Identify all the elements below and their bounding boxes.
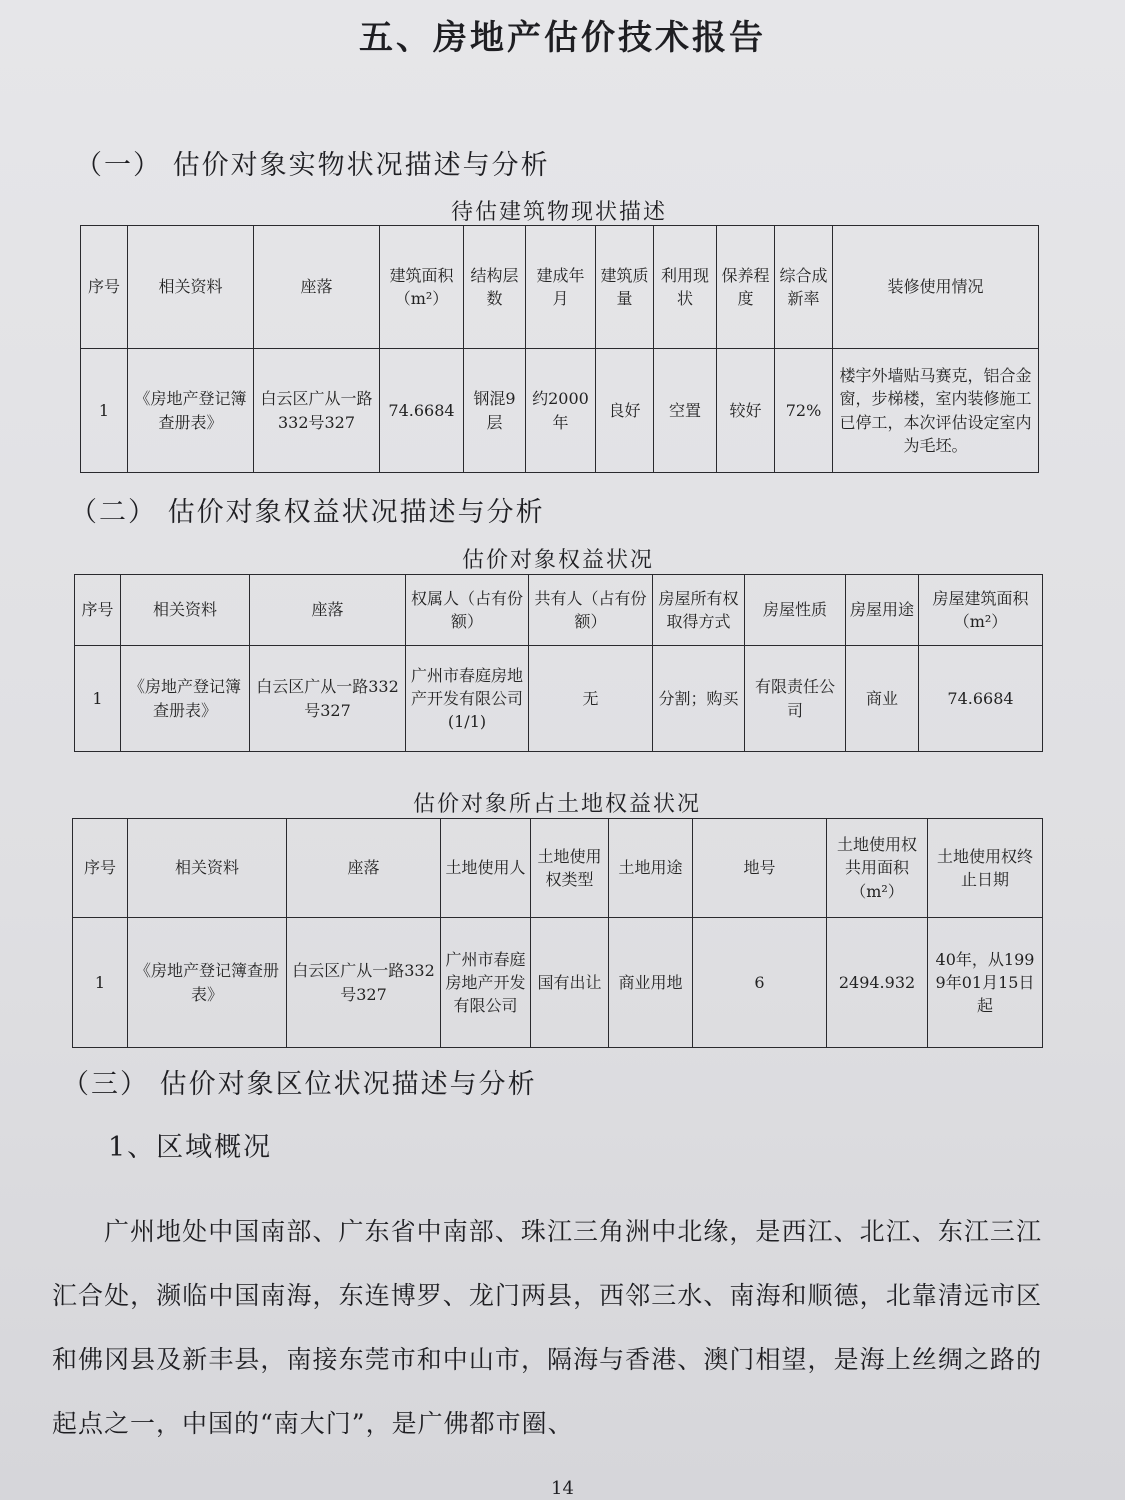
header-cell: 房屋建筑面积（m²） <box>919 575 1043 646</box>
header-cell: 利用现状 <box>654 226 717 349</box>
table-cell: 白云区广从一路332号327 <box>254 349 380 473</box>
table-cell: 白云区广从一路332号327 <box>287 918 441 1048</box>
header-cell: 相关资料 <box>121 575 250 646</box>
header-cell: 装修使用情况 <box>833 226 1039 349</box>
table-cell: 2494.932 <box>827 918 928 1048</box>
table-row <box>73 918 1043 1048</box>
header-cell: 共有人（占有份额） <box>529 575 653 646</box>
header-cell: 相关资料 <box>128 819 287 918</box>
table-cell: 良好 <box>596 349 654 473</box>
table-cell: 1 <box>75 646 121 752</box>
header-cell: 房屋所有权取得方式 <box>653 575 745 646</box>
table-cell: 国有出让 <box>531 918 609 1048</box>
header-cell: 地号 <box>693 819 827 918</box>
table-cell: 分割；购买 <box>653 646 745 752</box>
table-row <box>75 646 1043 752</box>
header-cell: 权属人（占有份额） <box>406 575 529 646</box>
header-cell: 座落 <box>250 575 406 646</box>
table-header-row <box>81 226 1039 349</box>
table-cell: 《房地产登记簿查册表》 <box>128 349 254 473</box>
header-cell: 结构层数 <box>464 226 526 349</box>
header-cell: 建筑面积（m²） <box>380 226 464 349</box>
table-cell: 1 <box>73 918 128 1048</box>
header-cell: 序号 <box>81 226 128 349</box>
header-cell: 座落 <box>254 226 380 349</box>
table-cell: 广州市春庭房地产开发有限公司(1/1) <box>406 646 529 752</box>
table-header-row <box>75 575 1043 646</box>
table-cell: 6 <box>693 918 827 1048</box>
header-cell: 座落 <box>287 819 441 918</box>
table-cell: 较好 <box>717 349 775 473</box>
table-cell: 有限责任公司 <box>745 646 846 752</box>
header-cell: 序号 <box>73 819 128 918</box>
table-cell: 《房地产登记簿查册表》 <box>121 646 250 752</box>
header-cell: 土地使用权类型 <box>531 819 609 918</box>
table-cell: 商业用地 <box>609 918 693 1048</box>
table-cell: 72% <box>775 349 833 473</box>
table-3-caption: 估价对象所占土地权益状况 <box>412 792 701 817</box>
building-status-table <box>80 225 1039 473</box>
table-cell: 广州市春庭房地产开发有限公司 <box>441 918 531 1048</box>
table-cell: 钢混9层 <box>464 349 526 473</box>
header-cell: 土地使用人 <box>441 819 531 918</box>
header-cell: 土地使用权共用面积（m²） <box>827 819 928 918</box>
table-cell: 约2000年 <box>526 349 596 473</box>
table-cell: 《房地产登记簿查册表》 <box>128 918 287 1048</box>
header-cell: 土地用途 <box>609 819 693 918</box>
table-cell: 1 <box>81 349 128 473</box>
rights-status-table <box>74 574 1043 752</box>
header-cell: 相关资料 <box>128 226 254 349</box>
region-overview-paragraph: 广州地处中国南部、广东省中南部、珠江三角洲中北缘，是西江、北江、东江三江汇合处，濒临中国南海，东连博罗、龙门两县，西邻三水、南海和顺德，北靠清远市区和佛冈县及新丰县，南接东莞市和中山市，隔海与香港、澳门相望，是海上丝绸之路的起点之一，中国的“南大门”，是广佛都市圈、 <box>52 1217 1042 1438</box>
table-cell: 商业 <box>846 646 919 752</box>
table-cell: 74.6684 <box>380 349 464 473</box>
header-cell: 房屋性质 <box>745 575 846 646</box>
table-header-row <box>73 819 1043 918</box>
header-cell: 房屋用途 <box>846 575 919 646</box>
section-3-heading: （三） 估价对象区位状况描述与分析 <box>62 1069 537 1100</box>
section-2-heading: （二） 估价对象权益状况描述与分析 <box>70 497 545 528</box>
header-cell: 综合成新率 <box>775 226 833 349</box>
table-cell: 楼宇外墙贴马赛克，铝合金窗，步梯楼，室内装修施工已停工，本次评估设定室内为毛坯。 <box>833 349 1039 473</box>
section-3-subheading: 1、区域概况 <box>108 1132 273 1163</box>
report-title: 五、房地产估价技术报告 <box>359 18 766 58</box>
table-cell: 74.6684 <box>919 646 1043 752</box>
table-2-caption: 估价对象权益状况 <box>461 548 654 573</box>
header-cell: 土地使用权终止日期 <box>928 819 1043 918</box>
page-number: 14 <box>551 1478 574 1499</box>
header-cell: 建筑质量 <box>596 226 654 349</box>
table-cell: 无 <box>529 646 653 752</box>
table-cell: 40年，从1999年01月15日起 <box>928 918 1043 1048</box>
land-rights-table <box>72 818 1043 1048</box>
table-cell: 空置 <box>654 349 717 473</box>
header-cell: 序号 <box>75 575 121 646</box>
table-cell: 白云区广从一路332号327 <box>250 646 406 752</box>
header-cell: 保养程度 <box>717 226 775 349</box>
table-1-caption: 待估建筑物现状描述 <box>450 200 667 225</box>
header-cell: 建成年月 <box>526 226 596 349</box>
table-row <box>81 349 1039 473</box>
section-1-heading: （一） 估价对象实物状况描述与分析 <box>75 150 550 181</box>
